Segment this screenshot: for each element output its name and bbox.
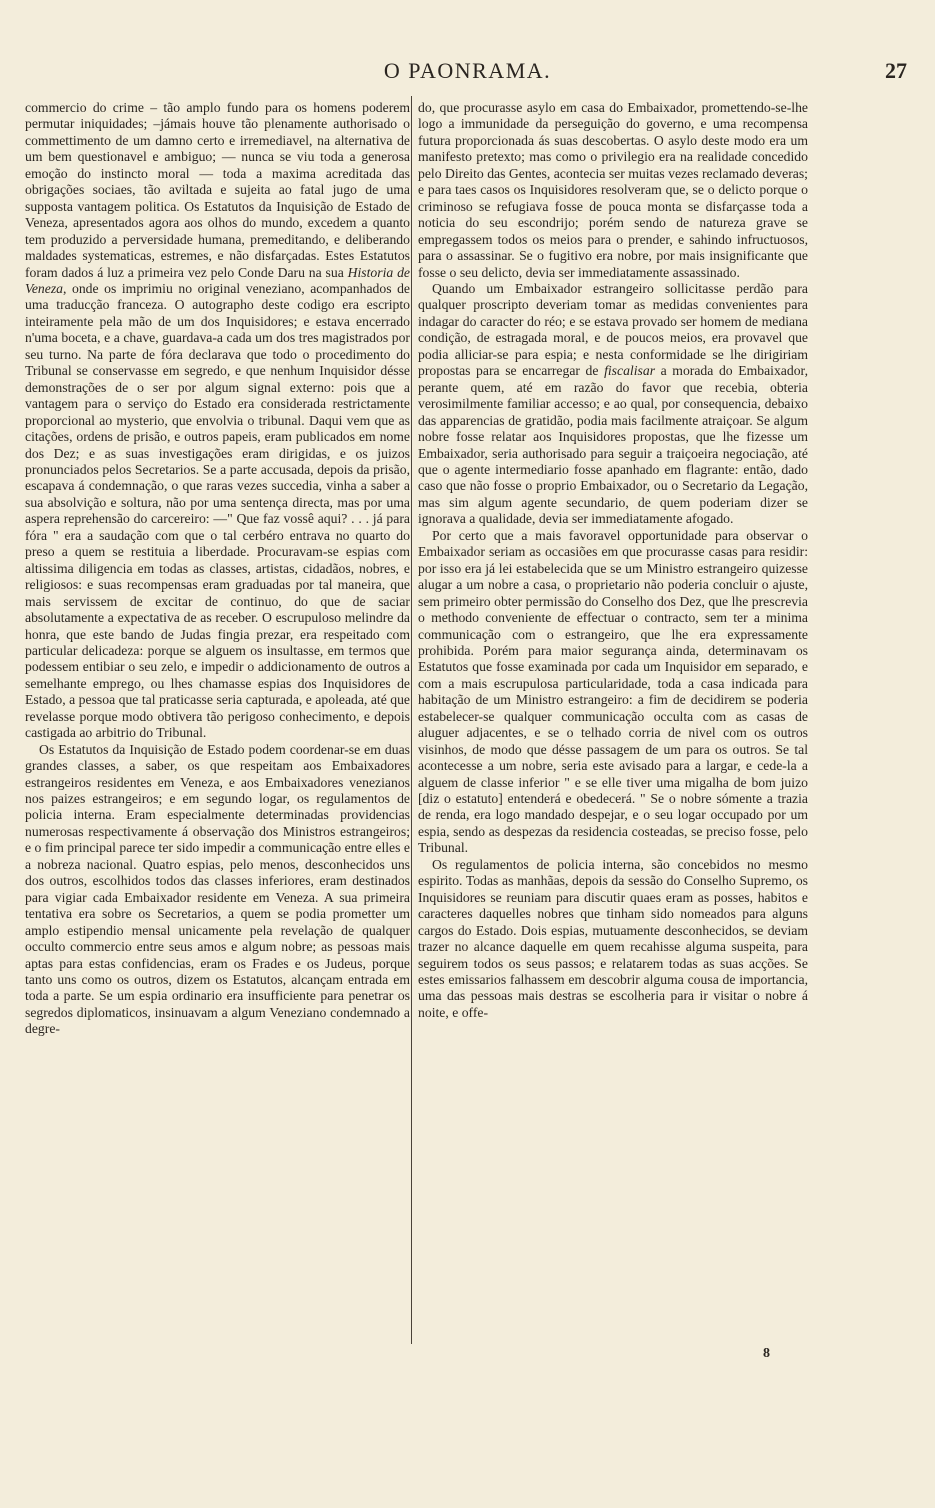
- left-column: [25, 100, 410, 1038]
- running-title: O PAONRAMA.: [383, 58, 552, 83]
- paragraph: [25, 100, 410, 742]
- paragraph-text: Quando um Embaixador estrangeiro sollicitasse perdão para qualquer proscripto deveriam tomar as medidas convenientes para indagar do caracter do réo; e se estava provado ser homem de mediana condição, de estragada moral, e de poucos meios, era provavel que podia alliciar-se para espia; e nesta conformidade se lhe dirigiriam propostas para se encarregar de: [418, 280, 808, 379]
- paragraph: [418, 281, 808, 528]
- paragraph-text: a morada do Embaixador, perante quem, até em razão do favor que recebia, obteria verosimilmente familiar accesso; e ao qual, por consequencia, debaixo das apparencias de gratidão, podia mais facilmente atraiçoar. Se algum nobre fosse relatar aos Inquisidores propostas, que lhe fizesse um Embaixador, seria authorisado para seguir a traiçoeira negociação, até que o agente intermediario fosse apanhado em flagrante: então, dado caso que não fosse o proprio Embaixador, ou o Secretario da Legação, mas sim algum agente secundario, de quem poderiam dizer se ignorava a qualidade, devia ser immediatamente afogado.: [418, 363, 808, 527]
- column-divider: [411, 96, 412, 1344]
- signature-mark: 8: [763, 1346, 770, 1361]
- right-column: [418, 100, 808, 1021]
- paragraph-text: , onde os imprimiu no original veneziano, acompanhados de uma traducção franceza. O autographo deste codigo era escripto inteiramente pela mão de um dos Inquisidores; e estava encerrado n'uma boceta, e a chave, guardava-a cada um dos tres magistrados por seu turno. Na parte de fóra declarava que todo o procedimento do Tribunal se conservasse em segredo, e que nenhum Inquisidor désse demonstrações de o ser por algum signal externo: pois que a vantagem para o serviço do Estado era considerada restrictamente proporcional ao mysterio, que envolvia o tribunal. Daqui vem que as citações, ordens de prisão, e outros papeis, eram publicados em nome dos Dez; e as suas investigações eram dirigidas, e os juizos pronunciados pelos Secretarios. Se a parte accusada, depois da prisão, escapava á condemnação, o que raras vezes succedia, vinha a saber a sua absolvição e soltura, não por uma sentença directa, mas por uma aspera reprehensão do carcereiro: —" Que faz vossê aqui? . . . já para fóra " era a saudação com que o tal cerbéro entrava no quarto do preso a quem se restituia a liberdade. Procuravam-se espias com altissima diligencia em todas as classes, artistas, cidadãos, nobres, e religiosos: e suas recompensas eram graduadas por tal maneira, que mais servissem de excitar de continuo, do que de saciar absolutamente a expectativa de as receber. O escrupuloso melindre da honra, que este bando de Judas fingia prezar, era respeitado com particular delicadeza: porque se alguem os insultasse, em termos que podessem entibiar o seu zelo, e impedir o addicionamento de outros a semelhante emprego, ou lhes chamasse espias dos Inquisidores de Estado, a pessoa que tal praticasse seria capturada, e apoleada, até que revelasse porque modo obtivera tão perigoso conhecimento, e depois castigada ao arbitrio do Tribunal.: [25, 280, 410, 741]
- paragraph: Por certo que a mais favoravel opportunidade para observar o Embaixador seriam as occasiões em que procurasse casas para residir: por isso era já lei estabelecida que se um Ministro estrangeiro quizesse alugar a um nobre a casa, o proprietario não poderia concluir o ajuste, sem primeiro obter permissão do Conselho dos Dez, que lhe prescrevia o methodo conveniente de effectuar o contracto, sem ter a minima communicação com o estrangeiro, que lhe era expressamente prohibida. Porém para maior segurança ainda, determinavam os Estatutos que fosse examinada por cada um Inquisidor em separado, e com a mais escrupulosa particularidade, toda a casa indicada para habitação de um Ministro estrangeiro: a fim de decidirem se poderia estabelecer-se qualquer communicação occulta com as casas de aluguer adjacentes, e se o telhado corria de nivel com os outros visinhos, de modo que désse passagem de um para os outros. Se tal acontecesse a um nobre, seria este avisado para a largar, e cede-la a alguem de classe inferior " e se elle tiver uma migalha de bom juizo [diz o estatuto] entenderá e obedecerá. " Se o nobre sómente a trazia de renda, era logo mandado despejar, e o seu logar occupado por um espia, sendo as despezas da residencia costeadas, se preciso fosse, pelo Tribunal.: [418, 527, 808, 856]
- paragraph: Os regulamentos de policia interna, são concebidos no mesmo espirito. Todas as manhãas, depois da sessão do Conselho Supremo, os Inquisidores se reuniam para discutir quaes eram as posses, habitos e caracteres daquelles nobres que tinham sido nomeados para alguns cargos do Estado. Dois espias, mutuamente desconhecidos, se deviam trazer no alcance daquelle em quem recahisse alguma suspeita, para seguirem todos os seus passos; e relatarem todas as suas acções. Se estes emissarios falhassem em descobrir alguma cousa de importancia, uma das pessoas mais destras se escolheria para ir visitar o nobre á noite, e offe-: [418, 856, 808, 1020]
- paragraph: Os Estatutos da Inquisição de Estado podem coordenar-se em duas grandes classes, a saber, os que respeitam aos Embaixadores estrangeiros residentes em Veneza, e aos Embaixadores venezianos nos paizes estrangeiros; e em segundo logar, os regulamentos de policia interna. Eram especialmente determinadas providencias numerosas respectivamente á observação dos Ministros estrangeiros; e o fim principal parece ter sido impedir a communicação entre elles e a nobreza nacional. Quatro espias, pelo menos, desconhecidos uns dos outros, escolhidos todos das classes inferiores, eram destinados para vigiar cada Embaixador residente em Veneza. A sua primeira tentativa era sobre os Secretarios, a quem se podia prometter um amplo estipendio mensal unicamente pela revelação de qualquer occulto commercio entre seus amos e algum nobre; as pessoas mais aptas para estas confidencias, eram os Frades e os Judeus, porque tanto uns como os outros, dizem os Estatutos, alcançam entrada em toda a parte. Se um espia ordinario era insufficiente para penetrar os segredos diplomaticos, insinuavam a algum Veneziano condemnado a degre-: [25, 741, 410, 1037]
- page-header: [20, 58, 915, 88]
- italic-word: fiscalisar: [604, 363, 656, 379]
- paragraph: do, que procurasse asylo em casa do Embaixador, promettendo-se-lhe logo a immunidade da perseguição do governo, e uma recompensa futura proporcionada ás suas descobertas. O asylo deste modo era um manifesto pretexto; mas como o privilegio era na realidade concedido pelo Direito das Gentes, acontecia ser muitas vezes reclamado deveras; e para taes casos os Inquisidores resolveram que, se o delicto porque o criminoso se refugiava fosse de pouca monta se disfarçasse toda a noticia do seu escondrijo; porém sendo de natureza grave se empregassem todos os meios para o prender, e sahindo infructuosos, para o assassinar. Se o fugitivo era nobre, por mais insignificante que fosse o seu delicto, devia ser immediatamente assassinado.: [418, 100, 808, 280]
- page-number: 27: [885, 58, 907, 83]
- paragraph-text: commercio do crime – tão amplo fundo para os homens poderem permutar iniquidades; –jámais houve tão plenamente authorisado o commettimento de um damno certo e irremediavel, na alternativa de um bem questionavel e ambiguo; — nunca se viu toda a generosa emoção do instincto moral — toda a maxima acreditada das obrigações sociaes, tão aviltada e sujeita ao fatal jugo de uma supposta vantagem politica. Os Estatutos da Inquisição de Estado de Veneza, apresentados agora aos olhos do mundo, excedem a quanto tem produzido a perversidade humana, premeditando, e deliberando maldades systematicas, estremes, e não disfarçadas. Estes Estatutos foram dados á luz a primeira vez pelo Conde Daru na sua: [25, 100, 410, 280]
- italic-title: Historia de Veneza: [25, 264, 410, 296]
